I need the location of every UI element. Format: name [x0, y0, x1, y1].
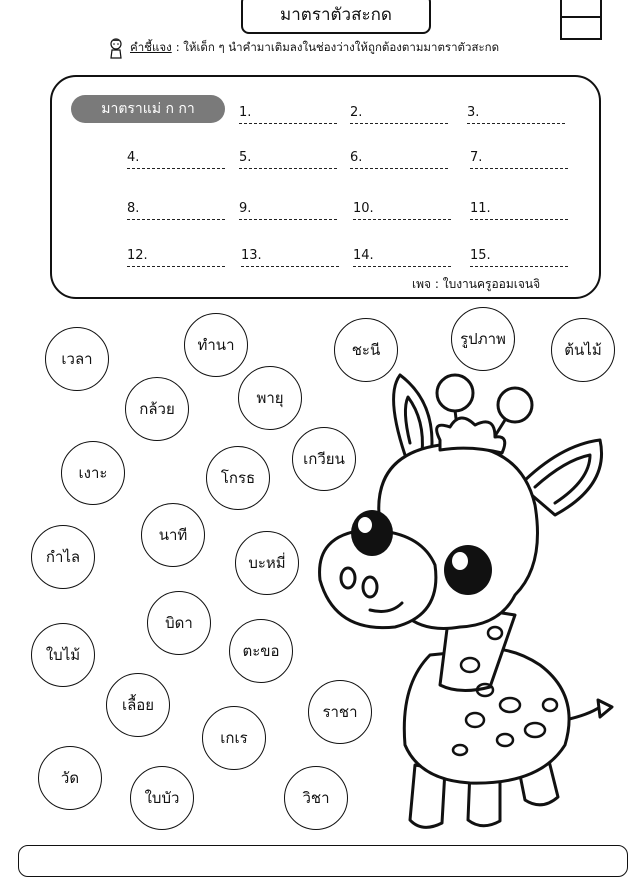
giraffe-icon [310, 365, 630, 835]
page-credit: เพจ : ใบงานครูออมเจนจิ [412, 277, 541, 291]
answer-blank-3[interactable]: 3. [467, 105, 565, 124]
word-circle[interactable]: บิดา [147, 591, 211, 655]
answer-blank-2[interactable]: 2. [350, 105, 448, 124]
word-circle[interactable]: ทำนา [184, 313, 248, 377]
answer-blank-5[interactable]: 5. [239, 150, 337, 169]
answer-blank-14[interactable]: 14. [353, 248, 451, 267]
instruction-label: คำชี้แจง [130, 40, 172, 54]
word-circle[interactable]: ชะนี [334, 318, 398, 382]
word-circle[interactable]: พายุ [238, 366, 302, 430]
word-circle[interactable]: เกวียน [292, 427, 356, 491]
answer-blank-10[interactable]: 10. [353, 201, 451, 220]
word-circle[interactable]: ใบไม้ [31, 623, 95, 687]
answer-blank-13[interactable]: 13. [241, 248, 339, 267]
word-circle[interactable]: เลื้อย [106, 673, 170, 737]
word-circle[interactable]: กำไล [31, 525, 95, 589]
answer-blank-11[interactable]: 11. [470, 201, 568, 220]
answer-blank-15[interactable]: 15. [470, 248, 568, 267]
word-circle[interactable]: โกรธ [206, 446, 270, 510]
instruction-text: : ให้เด็ก ๆ นำคำมาเติมลงในช่องว่างให้ถูกต้องตามมาตราตัวสะกด [175, 40, 500, 54]
word-circle[interactable]: วัด [38, 746, 102, 810]
word-circle[interactable]: ต้นไม้ [551, 318, 615, 382]
answer-blank-7[interactable]: 7. [470, 150, 568, 169]
answer-blank-1[interactable]: 1. [239, 105, 337, 124]
word-circle[interactable]: บะหมี่ [235, 531, 299, 595]
child-icon [108, 37, 124, 59]
word-circle[interactable]: กล้วย [125, 377, 189, 441]
word-circle[interactable]: ราชา [308, 680, 372, 744]
word-circle[interactable]: เกเร [202, 706, 266, 770]
answer-blank-8[interactable]: 8. [127, 201, 225, 220]
word-circle[interactable]: ตะขอ [229, 619, 293, 683]
answer-blank-12[interactable]: 12. [127, 248, 225, 267]
word-circle[interactable]: เงาะ [61, 441, 125, 505]
word-circle[interactable]: เวลา [45, 327, 109, 391]
word-circle[interactable]: ใบบัว [130, 766, 194, 830]
answer-blank-4[interactable]: 4. [127, 150, 225, 169]
bottom-box [18, 845, 628, 877]
answer-panel [50, 75, 601, 299]
word-circle[interactable]: นาที [141, 503, 205, 567]
answer-blank-6[interactable]: 6. [350, 150, 448, 169]
word-circle[interactable]: รูปภาพ [451, 307, 515, 371]
word-circle[interactable]: วิชา [284, 766, 348, 830]
page-title: มาตราตัวสะกด [241, 0, 431, 34]
section-heading: มาตราแม่ ก กา [71, 95, 225, 123]
answer-blank-9[interactable]: 9. [239, 201, 337, 220]
instruction [108, 34, 628, 62]
